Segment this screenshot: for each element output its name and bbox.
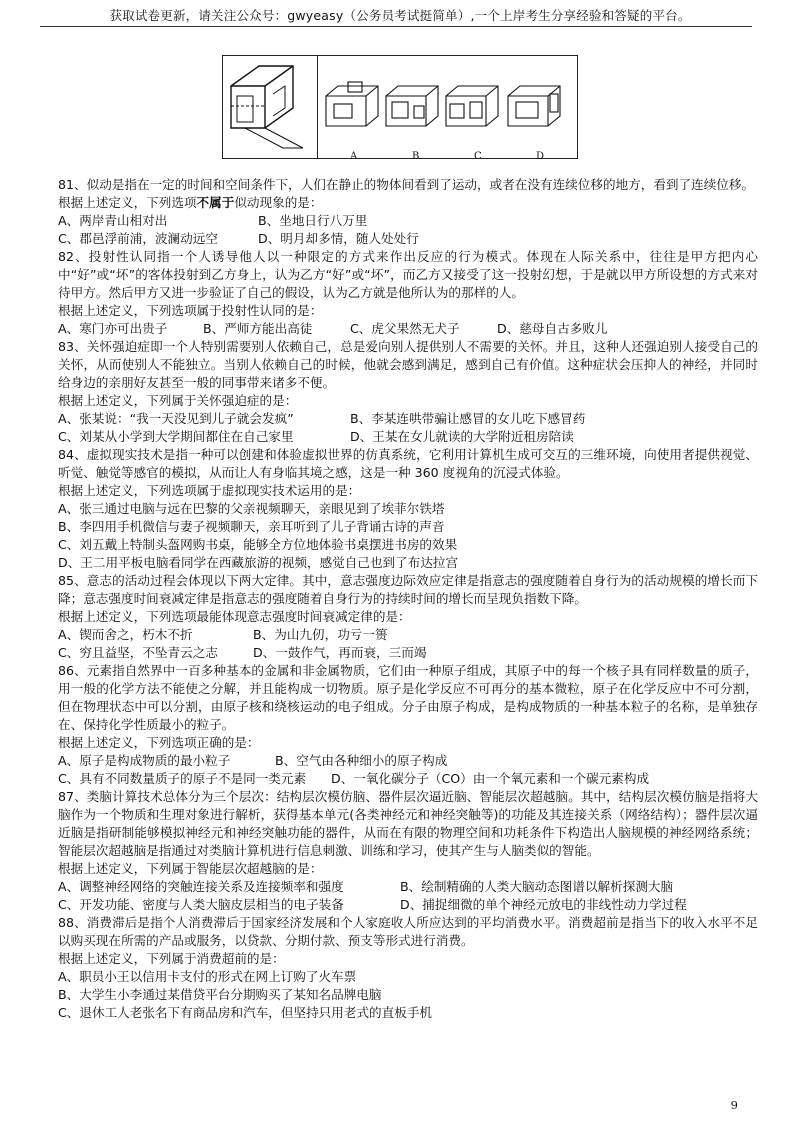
q83-stem: 83、关怀强迫症即一个人特别需要别人依赖自己，总是爱向别人提供别人不需要的关怀。并且，这种人还强迫别人接受自己的关怀，从而使别人不能独立。当别人依赖自己的时候，他就会感到满足，感到自己有价值。这种症状会压抑人的神经，并同时给身边的亲朋好友甚至一般的同事带来诸多不便。 [58, 339, 758, 390]
q82-options-row [58, 320, 758, 338]
q87-options-row-1 [58, 878, 758, 896]
q81-prompt [58, 194, 758, 212]
figure-label-b: B [412, 151, 420, 162]
q84-option-c[interactable]: C、刘五戴上特制头盔网购书桌，能够全方位地体验书桌摆进书房的效果 [58, 537, 458, 552]
q81-stem: 81、似动是指在一定的时间和空间条件下，人们在静止的物体间看到了运动，或者在没有连续位移的地方，看到了连续位移。 [58, 177, 755, 192]
q86-prompt: 根据上述定义，下列选项正确的是： [58, 735, 260, 750]
q83-option-d[interactable]: D、王某在女儿就读的大学附近租房陪读 [350, 429, 574, 444]
q88-stem: 88、消费滞后是指个人消费滞后于国家经济发展和个人家庭收人所应达到的平均消费水平。消费超前是指当下的收入水平不足以购买现在所需的产品或服务，以贷款、分期付款、预支等形式进行消费。 [58, 915, 758, 948]
q87-options-row-2 [58, 896, 758, 914]
question-figure [222, 55, 578, 159]
q81-prompt-post: 似动现象的是： [234, 195, 323, 210]
q81-option-b[interactable]: B、坐地日行八万里 [258, 213, 368, 228]
q81-prompt-pre: 根据上述定义，下列选项 [58, 195, 197, 210]
q82-option-d[interactable]: D、慈母自古多败儿 [497, 321, 608, 336]
questions-body [58, 176, 758, 1022]
q88-prompt: 根据上述定义，下列属于消费超前的是： [58, 951, 285, 966]
figure-label-d: D [536, 151, 545, 162]
q88-option-c[interactable]: C、退休工人老张名下有商品房和汽车，但坚持只用老式的直板手机 [58, 1005, 433, 1020]
q85-option-d[interactable]: D、一鼓作气，再而衰，三而竭 [253, 645, 427, 660]
q87-option-b[interactable]: B、绘制精确的人类大脑动态图谱以解析探测大脑 [400, 879, 674, 894]
figure-label-a: A [350, 151, 358, 162]
q81-option-a[interactable]: A、两岸青山相对出 [58, 213, 168, 228]
q86-option-a[interactable]: A、原子是构成物质的最小粒子 [58, 753, 231, 768]
figure-label-c: C [474, 151, 482, 162]
q85-option-a[interactable]: A、锲而舍之，朽木不折 [58, 627, 193, 642]
q84-option-a[interactable]: A、张三通过电脑与远在巴黎的父亲视频聊天，亲眼见到了埃菲尔铁塔 [58, 501, 445, 516]
q84-option-d[interactable]: D、王二用平板电脑看同学在西藏旅游的视频，感觉自己也到了布达拉宫 [58, 555, 459, 570]
q88-option-a[interactable]: A、职员小王以信用卡支付的形式在网上订购了火车票 [58, 969, 357, 984]
q81-options-row-2 [58, 230, 758, 248]
q81-option-c[interactable]: C、郡邑浮前浦，波澜动远空 [58, 231, 218, 246]
q87-option-c[interactable]: C、开发功能、密度与人类大脑皮层相当的电子装备 [58, 897, 344, 912]
q85-options-row-2 [58, 644, 758, 662]
header-divider [40, 26, 752, 27]
page-header-notice: 获取试卷更新，请关注公众号：gwyeasy（公务员考试挺简单）,一个上岸考生分享经验和答疑的平台。 [109, 8, 691, 23]
q88-option-b[interactable]: B、大学生小李通过某借贷平台分期购买了某知名品牌电脑 [58, 987, 382, 1002]
q86-options-row-2 [58, 770, 758, 788]
q82-prompt: 根据上述定义，下列选项属于投射性认同的是： [58, 303, 323, 318]
q86-stem: 86、元素指自然界中一百多种基本的金属和非金属物质，它们由一种原子组成，其原子中的每一个核子具有同样数量的质子，用一般的化学方法不能使之分解，并且能构成一切物质。原子是化学反应不可再分的基本微粒，原子在化学反应中不可分割，但在物理状态中可以分割，由原子核和绕核运动的电子组成。分子由原子构成，是构成物质的一种基本粒子的名称，是单独存在、保持化学性质最小的粒子。 [58, 663, 758, 732]
q86-options-row-1 [58, 752, 758, 770]
q85-options-row-1 [58, 626, 758, 644]
q87-stem: 87、类脑计算技术总体分为三个层次：结构层次模仿脑、器件层次逼近脑、智能层次超越脑。其中，结构层次模仿脑是指将大脑作为一个物质和生理对象进行解析，获得基本单元(各类神经元和神经突触等)的功能及其连接关系（网络结构）；器件层次逼近脑是指研制能够模拟神经元和神经突触功能的器件，从而在有限的物理空间和功耗条件下构造出人脑规模的神经网络系统；智能层次超越脑是指通过对类脑计算机进行信息刺激、训练和学习，使其产生与人脑类似的智能。 [58, 789, 758, 858]
q85-prompt: 根据上述定义，下列选项最能体现意志强度时间衰减定律的是： [58, 609, 411, 624]
q82-stem: 82、投射性认同指一个人诱导他人以一种限定的方式来作出反应的行为模式。体现在人际关系中，往往是甲方把内心中“好”或“坏”的客体投射到乙方身上，认为乙方“好”或“坏”，而乙方又接受了这一投射幻想，于是就以甲方所设想的方式来对待甲方。然后甲方又进一步验证了自己的假设，认为乙方就是他所认为的那样的人。 [58, 249, 758, 300]
q87-prompt: 根据上述定义，下列属于智能层次超越脑的是： [58, 861, 323, 876]
page-number: 9 [730, 1098, 738, 1112]
q83-options-row-2 [58, 428, 758, 446]
q86-option-c[interactable]: C、具有不同数量质子的原子不是同一类元素 [58, 771, 307, 786]
q86-option-b[interactable]: B、空气由各种细小的原子构成 [275, 753, 448, 768]
q84-option-b[interactable]: B、李四用手机微信与妻子视频聊天，亲耳听到了儿子背诵古诗的声音 [58, 519, 445, 534]
q83-options-row-1 [58, 410, 758, 428]
q82-option-b[interactable]: B、严师方能出高徒 [203, 321, 313, 336]
q86-option-d[interactable]: D、一氧化碳分子（CO）由一个氧元素和一个碳元素构成 [331, 771, 650, 786]
given-folded-shape-drawing [223, 56, 317, 158]
q82-option-c[interactable]: C、虎父果然无犬子 [350, 321, 460, 336]
q81-prompt-bold: 不属于 [196, 195, 235, 210]
q81-options-row-1 [58, 212, 758, 230]
q85-stem: 85、意志的活动过程会体现以下两大定律。其中，意志强度边际效应定律是指意志的强度随着自身行为的活动规模的增长而下降；意志强度时间衰减定律是指意志的强度随着自身行为的持续时间的增长而呈现负指数下降。 [58, 573, 758, 606]
q83-option-c[interactable]: C、刘某从小学到大学期间都住在自己家里 [58, 429, 294, 444]
q84-stem: 84、虚拟现实技术是指一种可以创建和体验虚拟世界的仿真系统，它利用计算机生成可交互的三维环境，向使用者提供视觉、听觉、触觉等感官的模拟，从而让人有身临其境之感，这是一种 360 度视角的沉浸式体验。 [58, 447, 758, 480]
q87-option-a[interactable]: A、调整神经网络的突触连接关系及连接频率和强度 [58, 879, 344, 894]
q84-prompt: 根据上述定义，下列选项属于虚拟现实技术运用的是： [58, 483, 361, 498]
q83-option-b[interactable]: B、李某连哄带骗让感冒的女儿吃下感冒药 [350, 411, 586, 426]
q83-prompt: 根据上述定义，下列属于关怀强迫症的是： [58, 393, 298, 408]
figure-option-labels [0, 151, 800, 167]
q87-option-d[interactable]: D、捕捉细微的单个神经元放电的非线性动力学过程 [400, 897, 687, 912]
answer-options-drawing [318, 56, 578, 158]
q82-option-a[interactable]: A、寒门亦可出贵子 [58, 321, 168, 336]
q85-option-c[interactable]: C、穷且益坚，不坠青云之志 [58, 645, 218, 660]
q83-option-a[interactable]: A、张某说：“我一天没见到儿子就会发疯” [58, 411, 294, 426]
q85-option-b[interactable]: B、为山九仞，功亏一篑 [253, 627, 388, 642]
q81-option-d[interactable]: D、明月却多情，随人处处行 [258, 231, 419, 246]
